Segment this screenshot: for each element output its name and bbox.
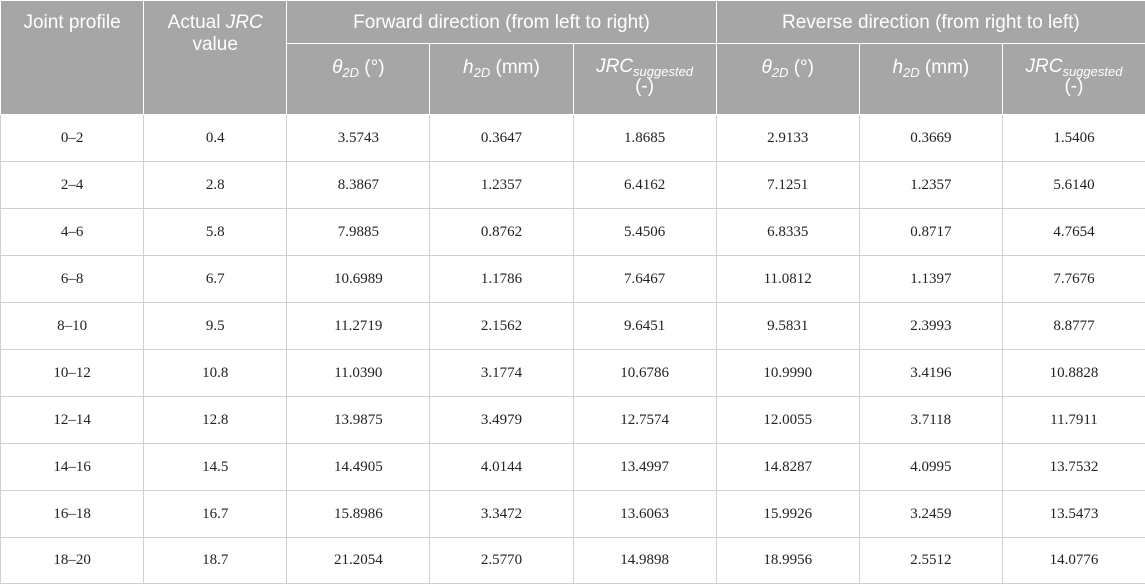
- table-row: [1, 303, 1145, 350]
- header-group-reverse: [716, 1, 1145, 44]
- cell-fwd-jrc: 10.6786: [573, 350, 716, 397]
- cell-rev-theta: 12.0055: [716, 397, 859, 444]
- cell-rev-theta: 14.8287: [716, 444, 859, 491]
- table-row: [1, 538, 1145, 584]
- h-symbol: h: [463, 57, 474, 78]
- theta-subscript: 2D: [342, 65, 359, 80]
- jrc-symbol: JRC: [1026, 56, 1063, 77]
- cell-rev-theta: 6.8335: [716, 209, 859, 256]
- cell-profile: 8–10: [1, 303, 144, 350]
- cell-rev-theta: 2.9133: [716, 115, 859, 162]
- jrc-unit: (-): [635, 76, 654, 97]
- cell-fwd-jrc: 1.8685: [573, 115, 716, 162]
- cell-rev-jrc: 14.0776: [1002, 538, 1145, 584]
- cell-rev-h: 2.3993: [859, 303, 1002, 350]
- cell-fwd-theta: 11.2719: [287, 303, 430, 350]
- theta-unit: (°): [359, 57, 385, 78]
- cell-fwd-h: 3.4979: [430, 397, 573, 444]
- cell-actual: 14.5: [144, 444, 287, 491]
- cell-rev-jrc: 4.7654: [1002, 209, 1145, 256]
- table-row: [1, 162, 1145, 209]
- table-row: [1, 444, 1145, 491]
- header-rev-theta: [716, 44, 859, 115]
- cell-fwd-jrc: 7.6467: [573, 256, 716, 303]
- header-fwd-jrc: [573, 44, 716, 115]
- cell-fwd-theta: 10.6989: [287, 256, 430, 303]
- cell-rev-theta: 15.9926: [716, 491, 859, 538]
- cell-profile: 16–18: [1, 491, 144, 538]
- header-row-top: [1, 1, 1145, 44]
- cell-rev-h: 3.2459: [859, 491, 1002, 538]
- header-fwd-h: [430, 44, 573, 115]
- jrc-unit: (-): [1064, 76, 1083, 97]
- cell-fwd-theta: 7.9885: [287, 209, 430, 256]
- cell-fwd-theta: 11.0390: [287, 350, 430, 397]
- cell-fwd-jrc: 13.6063: [573, 491, 716, 538]
- header-group-forward-label: Forward direction (from left to right): [353, 12, 650, 33]
- jrc-symbol: JRC: [596, 56, 633, 77]
- cell-rev-theta: 10.9990: [716, 350, 859, 397]
- cell-profile: 12–14: [1, 397, 144, 444]
- cell-profile: 0–2: [1, 115, 144, 162]
- cell-rev-h: 1.2357: [859, 162, 1002, 209]
- cell-profile: 4–6: [1, 209, 144, 256]
- cell-fwd-h: 2.5770: [430, 538, 573, 584]
- cell-profile: 10–12: [1, 350, 144, 397]
- cell-rev-h: 2.5512: [859, 538, 1002, 584]
- cell-actual: 0.4: [144, 115, 287, 162]
- cell-actual: 12.8: [144, 397, 287, 444]
- cell-fwd-jrc: 13.4997: [573, 444, 716, 491]
- header-fwd-theta: [287, 44, 430, 115]
- cell-profile: 2–4: [1, 162, 144, 209]
- cell-rev-h: 0.3669: [859, 115, 1002, 162]
- h-unit: (mm): [920, 57, 970, 78]
- header-rev-jrc: [1002, 44, 1145, 115]
- h-symbol: h: [892, 57, 903, 78]
- cell-rev-h: 3.4196: [859, 350, 1002, 397]
- cell-fwd-theta: 3.5743: [287, 115, 430, 162]
- header-actual-suffix: value: [192, 34, 237, 55]
- cell-fwd-theta: 21.2054: [287, 538, 430, 584]
- table-row: [1, 491, 1145, 538]
- theta-unit: (°): [788, 57, 814, 78]
- cell-fwd-jrc: 12.7574: [573, 397, 716, 444]
- cell-rev-theta: 11.0812: [716, 256, 859, 303]
- cell-fwd-jrc: 9.6451: [573, 303, 716, 350]
- table-body: [1, 115, 1145, 584]
- cell-fwd-theta: 14.4905: [287, 444, 430, 491]
- cell-rev-h: 0.8717: [859, 209, 1002, 256]
- cell-actual: 6.7: [144, 256, 287, 303]
- table-row: [1, 350, 1145, 397]
- cell-fwd-h: 2.1562: [430, 303, 573, 350]
- cell-rev-jrc: 13.7532: [1002, 444, 1145, 491]
- cell-rev-h: 3.7118: [859, 397, 1002, 444]
- cell-fwd-jrc: 6.4162: [573, 162, 716, 209]
- table-header: [1, 1, 1145, 115]
- h-subscript: 2D: [903, 65, 920, 80]
- header-joint-profile: [1, 1, 144, 115]
- header-group-forward: [287, 1, 716, 44]
- cell-actual: 10.8: [144, 350, 287, 397]
- cell-fwd-h: 0.3647: [430, 115, 573, 162]
- header-actual-prefix: Actual: [168, 12, 226, 33]
- cell-fwd-h: 3.3472: [430, 491, 573, 538]
- cell-fwd-h: 1.1786: [430, 256, 573, 303]
- jrc-subscript: suggested: [1062, 64, 1122, 79]
- cell-fwd-h: 3.1774: [430, 350, 573, 397]
- cell-fwd-jrc: 14.9898: [573, 538, 716, 584]
- h-unit: (mm): [490, 57, 540, 78]
- header-actual-jrc-italic: JRC: [226, 12, 263, 33]
- cell-actual: 16.7: [144, 491, 287, 538]
- cell-rev-jrc: 5.6140: [1002, 162, 1145, 209]
- cell-rev-theta: 18.9956: [716, 538, 859, 584]
- cell-profile: 6–8: [1, 256, 144, 303]
- cell-rev-jrc: 11.7911: [1002, 397, 1145, 444]
- header-actual-jrc: [144, 1, 287, 115]
- cell-rev-jrc: 8.8777: [1002, 303, 1145, 350]
- header-rev-h: [859, 44, 1002, 115]
- cell-rev-jrc: 10.8828: [1002, 350, 1145, 397]
- cell-actual: 9.5: [144, 303, 287, 350]
- theta-symbol: θ: [761, 57, 771, 78]
- cell-profile: 18–20: [1, 538, 144, 584]
- cell-fwd-h: 4.0144: [430, 444, 573, 491]
- cell-fwd-theta: 13.9875: [287, 397, 430, 444]
- table-row: [1, 209, 1145, 256]
- table-row: [1, 256, 1145, 303]
- cell-actual: 2.8: [144, 162, 287, 209]
- cell-rev-jrc: 1.5406: [1002, 115, 1145, 162]
- cell-rev-jrc: 7.7676: [1002, 256, 1145, 303]
- cell-actual: 18.7: [144, 538, 287, 584]
- cell-fwd-h: 1.2357: [430, 162, 573, 209]
- cell-actual: 5.8: [144, 209, 287, 256]
- cell-rev-h: 4.0995: [859, 444, 1002, 491]
- cell-fwd-theta: 8.3867: [287, 162, 430, 209]
- cell-profile: 14–16: [1, 444, 144, 491]
- cell-rev-theta: 9.5831: [716, 303, 859, 350]
- jrc-subscript: suggested: [633, 64, 693, 79]
- h-subscript: 2D: [474, 65, 491, 80]
- cell-rev-h: 1.1397: [859, 256, 1002, 303]
- table-row: [1, 397, 1145, 444]
- theta-subscript: 2D: [772, 65, 789, 80]
- cell-fwd-jrc: 5.4506: [573, 209, 716, 256]
- cell-fwd-h: 0.8762: [430, 209, 573, 256]
- cell-rev-theta: 7.1251: [716, 162, 859, 209]
- theta-symbol: θ: [332, 57, 342, 78]
- header-group-reverse-label: Reverse direction (from right to left): [782, 12, 1080, 33]
- header-joint-profile-label: Joint profile: [23, 12, 120, 33]
- table-row: [1, 115, 1145, 162]
- cell-rev-jrc: 13.5473: [1002, 491, 1145, 538]
- cell-fwd-theta: 15.8986: [287, 491, 430, 538]
